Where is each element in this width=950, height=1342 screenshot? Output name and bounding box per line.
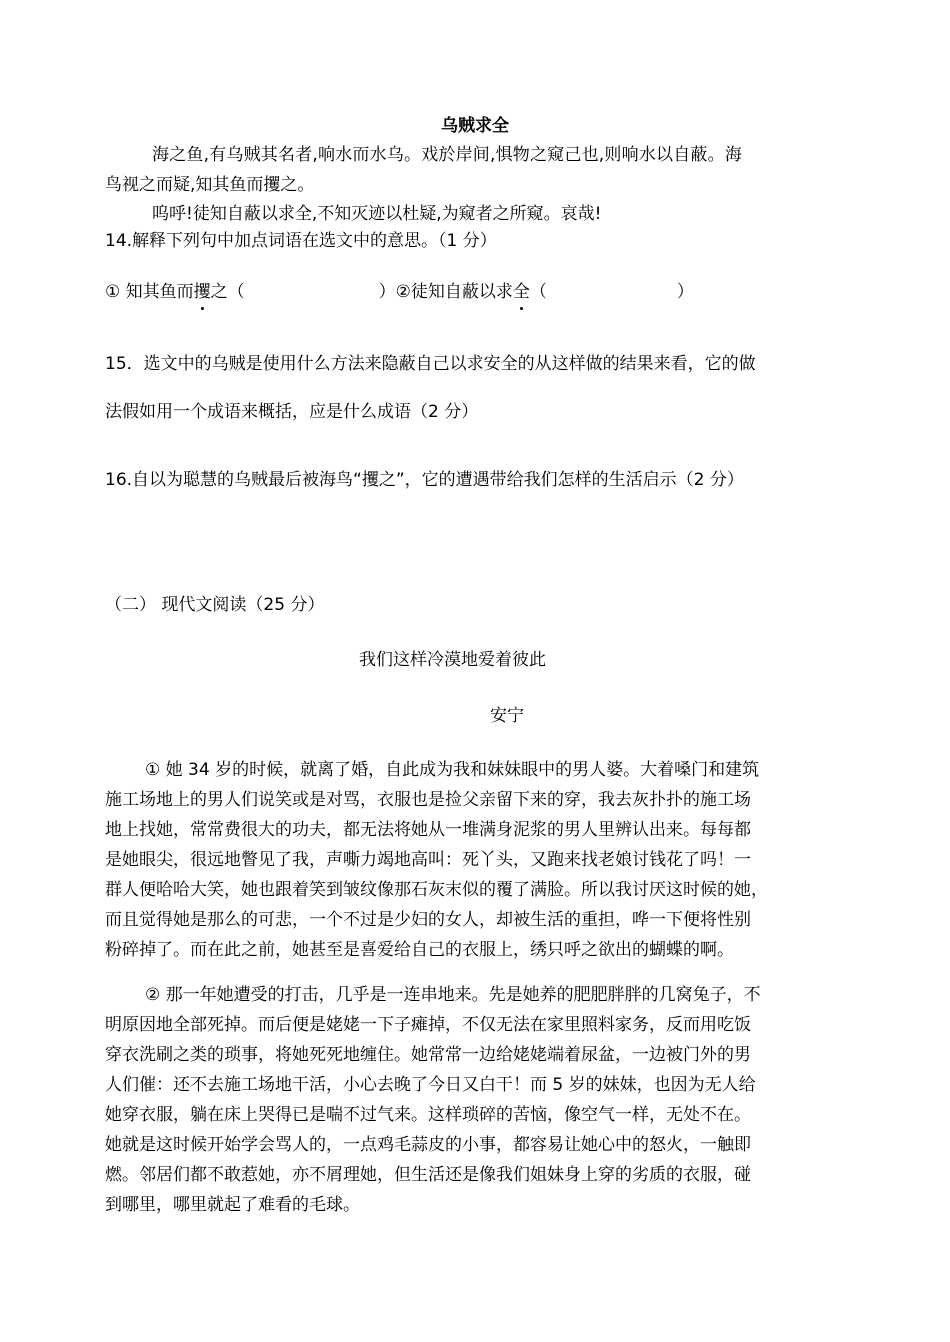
paragraph-2-line: 穿衣洗刷之类的琐事，将她死死地缠住。她常常一边给姥姥端着尿盆，一边被门外的男: [105, 1045, 751, 1065]
classical-line-1: 海之鱼,有乌贼其名者,响水而水乌。戏於岸间,惧物之窥己也,则响水以自蔽。海: [152, 145, 743, 165]
paragraph-2-line: 她就是这时候开始学会骂人的，一点鸡毛蒜皮的小事，都容易让她心中的怒火，一触即: [105, 1135, 751, 1155]
paragraph-1-line: 地上找她，常常费很大的功夫，都无法将她从一堆满身泥浆的男人里辨认出来。每每都: [105, 820, 751, 840]
paragraph-2-line: 燃。邻居们都不敢惹她，亦不屑理她，但生活还是像我们姐妹身上穿的劣质的衣服，碰: [105, 1165, 751, 1185]
q14-dotted-word-1: 攫: [193, 282, 211, 302]
q14-dotted-word-2: 全: [512, 282, 530, 302]
paragraph-2-line: 明原因地全部死掉。而后便是姥姥一下子瘫掉，不仅无法在家里照料家务，反而用吃饭: [105, 1015, 751, 1035]
question-14: 14.解释下列句中加点词语在选文中的意思。（1 分）: [105, 231, 497, 251]
question-14-items: [105, 281, 694, 303]
article-title: 我们这样冷漠地爱着彼此: [359, 650, 546, 670]
paragraph-1: [105, 755, 850, 965]
paragraph-2-line: 人们催：还不去施工场地干活，小心去晚了今日又白干！而 5 岁的妹妹，也因为无人给: [105, 1075, 756, 1095]
paragraph-1-line: ① 她 34 岁的时候，就离了婚，自此成为我和妹妹眼中的男人婆。大着嗓门和建筑: [145, 760, 760, 780]
paragraph-1-line: 是她眼尖，很远地瞥见了我，声嘶力竭地高叫：死丫头，又跑来找老娘讨钱花了吗！一: [105, 850, 751, 870]
q14-close: ）: [676, 282, 694, 302]
paragraph-1-line: 施工场地上的男人们说笑或是对骂，衣服也是捡父亲留下来的穿，我去灰扑扑的施工场: [105, 790, 751, 810]
q14-item1-prefix: ① 知其鱼而: [105, 282, 194, 302]
paragraph-2-line: 到哪里，哪里就起了难看的毛球。: [105, 1195, 360, 1215]
question-16: 16.自以为聪慧的乌贼最后被海鸟“攫之”，它的遭遇带给我们怎样的生活启示（2 分）: [105, 470, 744, 490]
classical-line-2: 鸟视之而疑,知其鱼而攫之。: [105, 175, 315, 195]
paragraph-2: [105, 980, 850, 1220]
paragraph-1-line: 而且觉得她是那么的可悲，一个不过是少妇的女人，却被生活的重担，哗一下便将性别: [105, 910, 751, 930]
question-15-line-1: 15．选文中的乌贼是使用什么方法来隐蔽自己以求安全的从这样做的结果来看，它的做: [105, 354, 756, 374]
paragraph-1-line: 粉碎掉了。而在此之前，她甚至是喜爱给自己的衣服上，绣只呼之欲出的蝴蝶的啊。: [105, 940, 734, 960]
section-heading: （二） 现代文阅读（25 分）: [105, 595, 325, 615]
classical-line-3: 呜呼!徒知自蔽以求全,不知灭迹以杜疑,为窥者之所窥。哀哉!: [152, 204, 602, 224]
classical-title: 乌贼求全: [441, 116, 509, 136]
paragraph-2-line: 她穿衣服，躺在床上哭得已是喘不过气来。这样琐碎的苦恼，像空气一样，无处不在。: [105, 1105, 751, 1125]
paragraph-2-line: ② 那一年她遭受的打击，几乎是一连串地来。先是她养的肥肥胖胖的几窝兔子，不: [145, 985, 761, 1005]
question-15-line-2: 法假如用一个成语来概括，应是什么成语（2 分）: [105, 402, 479, 422]
q14-item2-prefix: ）②徒知自蔽以求: [378, 282, 513, 302]
q14-item2-suffix: （: [529, 282, 547, 302]
article-author: 安宁: [490, 706, 524, 726]
paragraph-1-line: 群人便哈哈大笑，她也跟着笑到皱纹像那石灰末似的覆了满脸。所以我讨厌这时候的她，: [105, 880, 768, 900]
q14-item1-suffix: 之（: [210, 282, 245, 302]
